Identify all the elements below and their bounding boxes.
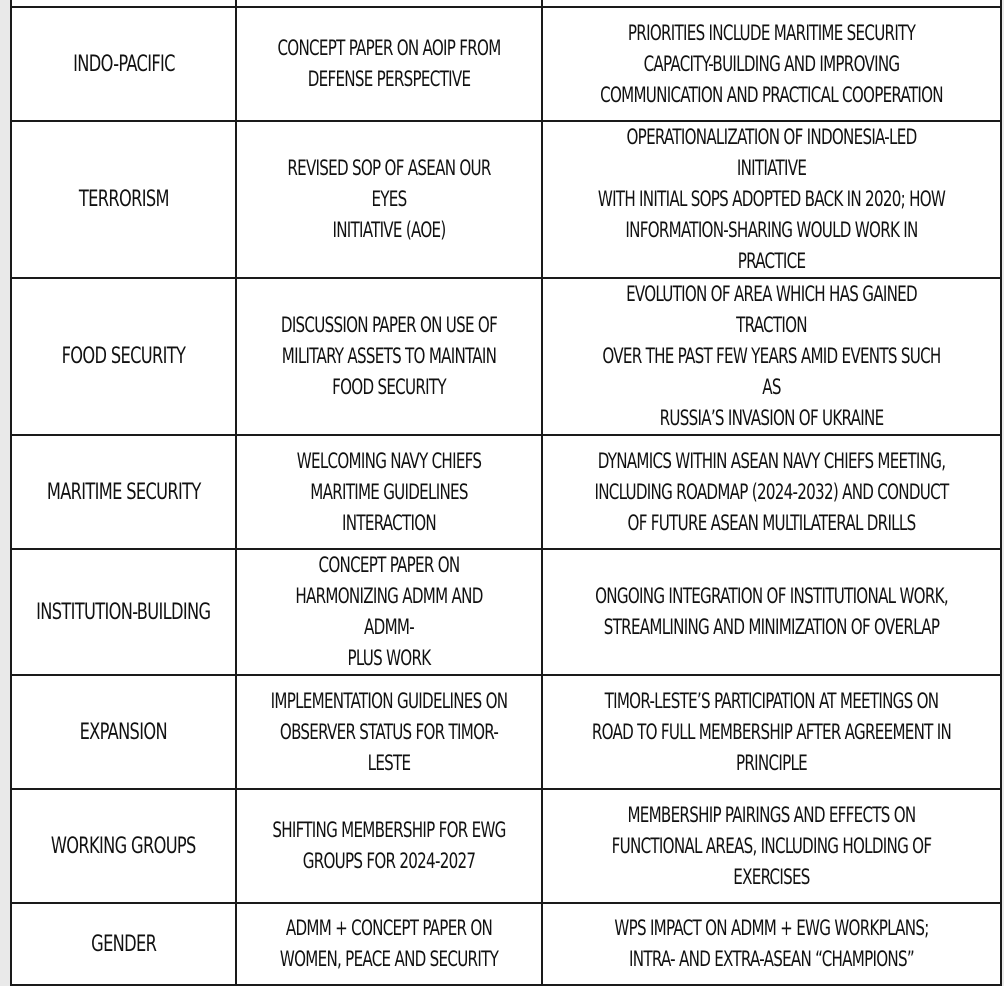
deliverable-line: SHIFTING MEMBERSHIP FOR EWG (272, 818, 506, 842)
deliverable-cell (236, 278, 542, 435)
notes-line: OPERATIONALIZATION OF INDONESIA-LED INITIATIVE (626, 125, 917, 180)
table-row (11, 121, 1001, 278)
topic-label: EXPANSION (79, 719, 168, 745)
notes-cell (542, 903, 1001, 985)
table-row (11, 903, 1001, 985)
topic-label: WORKING GROUPS (51, 833, 196, 859)
notes-line: PRIORITIES INCLUDE MARITIME SECURITY (627, 20, 916, 45)
notes-line: WPS IMPACT ON ADMM + EWG WORKPLANS; (614, 916, 929, 940)
topic-label: TERRORISM (78, 187, 169, 212)
topic-cell (11, 675, 236, 789)
notes-line: STREAMLINING AND MINIMIZATION OF OVERLAP (603, 615, 940, 639)
topic-cell (11, 435, 236, 549)
deliverable-line: CONCEPT PAPER ON AOIP FROM (277, 36, 501, 60)
topic-cell (11, 789, 236, 903)
deliverable-cell (236, 903, 542, 985)
notes-line: INFORMATION-SHARING WOULD WORK IN PRACTICE (625, 218, 918, 273)
notes-line: MEMBERSHIP PAIRINGS AND EFFECTS ON (627, 802, 916, 827)
topic-cell (11, 7, 236, 121)
topic-cell (11, 278, 236, 435)
deliverable-line: INTERACTION (342, 510, 436, 535)
deliverable-cell (236, 549, 542, 675)
notes-line: DYNAMICS WITHIN ASEAN NAVY CHIEFS MEETING, (597, 448, 946, 473)
topic-label: INDO-PACIFIC (72, 51, 175, 77)
deliverable-line: MARITIME GUIDELINES (310, 479, 468, 504)
deliverable-cell (236, 789, 542, 903)
notes-line: PRINCIPLE (736, 750, 807, 775)
notes-line: RUSSIA’S INVASION OF UKRAINE (659, 406, 884, 430)
deliverable-line: DISCUSSION PAPER ON USE OF (280, 313, 498, 337)
notes-line: CAPACITY-BUILDING AND IMPROVING (643, 51, 900, 76)
deliverable-line: IMPLEMENTATION GUIDELINES ON (270, 688, 508, 713)
topic-label: GENDER (90, 931, 157, 957)
deliverable-cell (236, 435, 542, 549)
deliverable-cell (236, 7, 542, 121)
table-row (11, 278, 1001, 435)
notes-line: FUNCTIONAL AREAS, INCLUDING HOLDING OF (611, 833, 932, 858)
notes-cell (542, 278, 1001, 435)
notes-cell (542, 7, 1001, 121)
notes-line: ROAD TO FULL MEMBERSHIP AFTER AGREEMENT IN (591, 719, 952, 744)
deliverable-line: INITIATIVE (AOE) (332, 218, 446, 242)
topic-cell (11, 903, 236, 985)
deliverable-line: HARMONIZING ADMM AND ADMM- (295, 584, 483, 639)
deliverable-line: REVISED SOP OF ASEAN OUR EYES (287, 156, 491, 211)
deliverable-cell (236, 675, 542, 789)
notes-line: EXERCISES (733, 864, 810, 889)
topic-cell (11, 121, 236, 278)
agenda-table (10, 0, 1002, 986)
notes-cell (542, 789, 1001, 903)
deliverable-line: MILITARY ASSETS TO MAINTAIN (281, 344, 497, 368)
notes-line: COMMUNICATION AND PRACTICAL COOPERATION (600, 82, 943, 107)
deliverable-line: ADMM + CONCEPT PAPER ON (285, 916, 493, 940)
deliverable-line: GROUPS FOR 2024-2027 (302, 849, 476, 873)
table-row (11, 675, 1001, 789)
notes-cell (542, 549, 1001, 675)
deliverable-line: WELCOMING NAVY CHIEFS (296, 448, 482, 473)
deliverable-line: PLUS WORK (347, 646, 431, 670)
topic-label: MARITIME SECURITY (46, 479, 201, 505)
table-row (11, 549, 1001, 675)
notes-cell (542, 121, 1001, 278)
table-cell-empty (542, 0, 1001, 7)
deliverable-line: DEFENSE PERSPECTIVE (307, 67, 471, 91)
notes-line: INTRA- AND EXTRA-ASEAN “CHAMPIONS” (629, 947, 914, 971)
table-row (11, 789, 1001, 903)
notes-line: EVOLUTION OF AREA WHICH HAS GAINED TRACTION (626, 282, 917, 337)
notes-line: ONGOING INTEGRATION OF INSTITUTIONAL WORK, (595, 584, 948, 608)
deliverable-line: FOOD SECURITY (332, 375, 446, 399)
table-row-partial-top (11, 0, 1001, 7)
notes-line: OVER THE PAST FEW YEARS AMID EVENTS SUCH AS (602, 344, 941, 399)
topic-label: INSTITUTION-BUILDING (36, 599, 211, 625)
table-row (11, 435, 1001, 549)
deliverable-line: LESTE (367, 750, 411, 775)
notes-line: OF FUTURE ASEAN MULTILATERAL DRILLS (627, 510, 916, 535)
notes-line: WITH INITIAL SOPS ADOPTED BACK IN 2020; HOW (597, 187, 946, 211)
agenda-table-body (11, 0, 1001, 985)
notes-cell (542, 675, 1001, 789)
deliverable-line: WOMEN, PEACE AND SECURITY (279, 947, 499, 971)
topic-label: FOOD SECURITY (61, 344, 186, 369)
deliverable-line: OBSERVER STATUS FOR TIMOR- (279, 719, 499, 744)
table-cell-empty (236, 0, 542, 7)
notes-line: INCLUDING ROADMAP (2024-2032) AND CONDUCT (594, 479, 949, 504)
table-cell-empty (11, 0, 236, 7)
deliverable-line: CONCEPT PAPER ON (318, 553, 460, 577)
deliverable-cell (236, 121, 542, 278)
notes-line: TIMOR-LESTE’S PARTICIPATION AT MEETINGS ON (604, 688, 939, 713)
topic-cell (11, 549, 236, 675)
notes-cell (542, 435, 1001, 549)
table-row (11, 7, 1001, 121)
